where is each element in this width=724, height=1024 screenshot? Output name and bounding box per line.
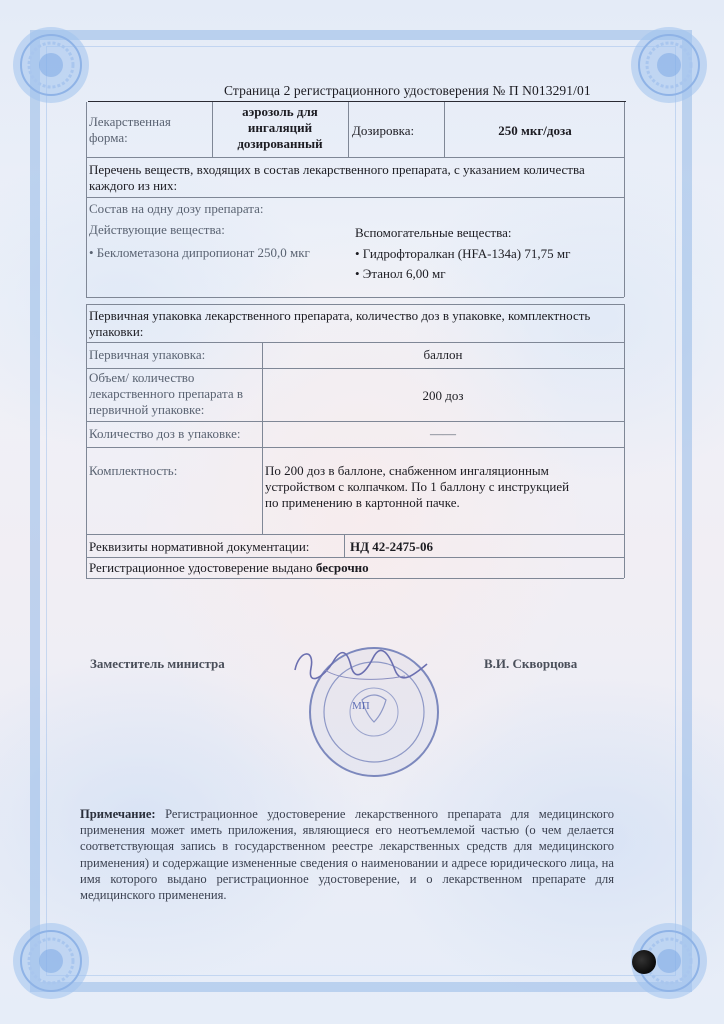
active-label: Действующие вещества: (89, 222, 225, 237)
form-label: Лекарственная форма: (89, 114, 171, 145)
issued-line (89, 560, 369, 576)
docs-label: Реквизиты нормативной документации: (89, 539, 310, 554)
dosage-value: 250 мкг/доза (498, 123, 572, 138)
issued-text: Регистрационное удостоверение выдано (89, 560, 313, 575)
corner-rosette-icon (8, 22, 94, 108)
packaging-row-label: Объем/ количество лекарственного препарата в первичной упаковке: (89, 370, 243, 417)
excipient-label: Вспомогательные вещества: (355, 225, 512, 240)
docs-value: НД 42-2475-06 (350, 539, 433, 554)
signatory-position: Заместитель министра (90, 656, 225, 671)
composition-heading: Перечень веществ, входящих в состав лекарственного препарата, с указанием количества каждого из них: (89, 162, 585, 193)
packaging-row-label: Комплектность: (89, 463, 178, 478)
per-dose-label: Состав на одну дозу препарата: (89, 201, 264, 216)
packaging-row-value: По 200 доз в баллоне, снабженном ингаляционным устройством с колпачком. По 1 баллону с инструкцией по применению в картонной пачке. (265, 463, 570, 510)
packaging-row-value: баллон (423, 347, 463, 362)
note-label: Примечание: (80, 807, 156, 821)
signatory-name: В.И. Скворцова (484, 656, 578, 671)
page-title: Страница 2 регистрационного удостоверения № П N013291/01 (224, 83, 591, 98)
active-item: • Беклометазона дипропионат 250,0 мкг (89, 245, 310, 260)
form-value: аэрозоль для ингаляций дозированный (237, 104, 323, 151)
packaging-row-value: 200 доз (422, 388, 464, 403)
note-paragraph (80, 806, 614, 903)
note-text: Регистрационное удостоверение лекарственного препарата для медицинского применения может иметь приложения, являющиеся его неотъемлемой частью (о чем делается соответствующая запись в государственном реестре лекарственных средств для медицинского применения) и содержащие измененные сведения о наименовании и адресе юридического лица, на имя которого выдано регистрационное удостоверение, и о лекарственном препарате для медицинского применения. (80, 807, 614, 903)
punch-hole (632, 950, 656, 974)
corner-rosette-icon (626, 22, 712, 108)
signature-icon (285, 640, 435, 690)
packaging-heading: Первичная упаковка лекарственного препарата, количество доз в упаковке, комплектность упаковки: (89, 308, 591, 339)
corner-rosette-icon (8, 918, 94, 1004)
excipient-item: • Гидрофторалкан (HFA-134a) 71,75 мг (355, 246, 571, 261)
header-rule (88, 101, 626, 102)
excipient-item: • Этанол 6,00 мг (355, 266, 446, 281)
packaging-row-label: Первичная упаковка: (89, 347, 206, 362)
dosage-label: Дозировка: (352, 123, 415, 138)
stamp-label: МП (352, 700, 370, 712)
packaging-row-value: —— (430, 426, 456, 441)
issued-value: бесрочно (315, 560, 369, 575)
packaging-row-label: Количество доз в упаковке: (89, 426, 241, 441)
